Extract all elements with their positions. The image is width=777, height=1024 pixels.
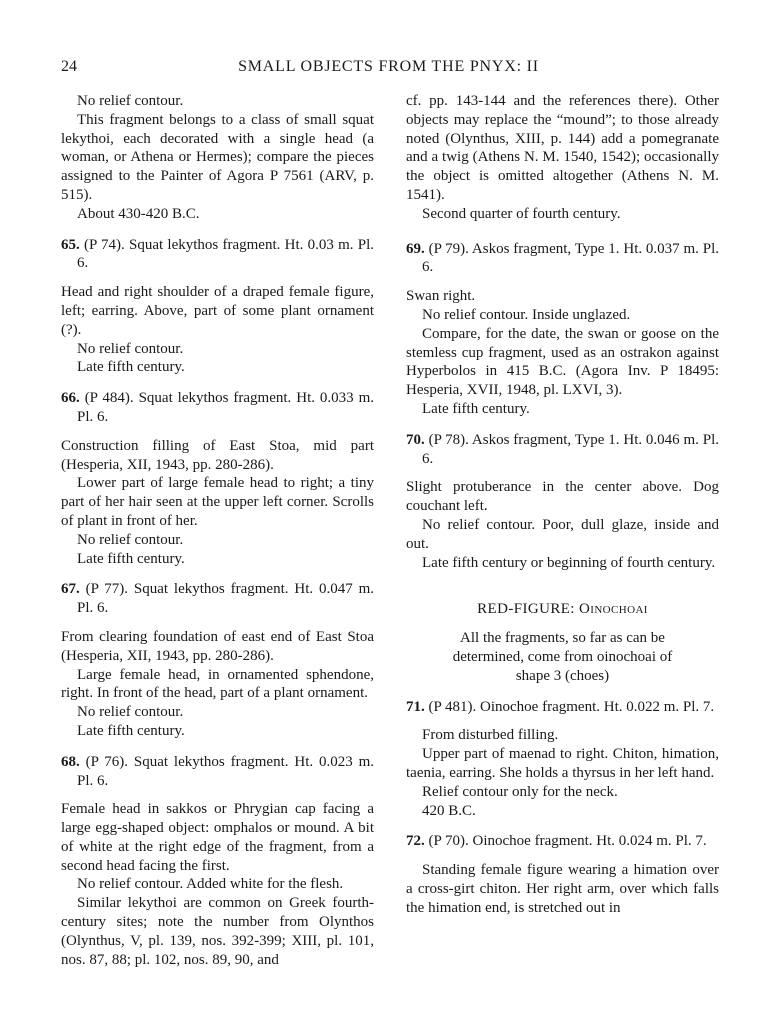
paragraph: No relief contour. Poor, dull glaze, inside and out. xyxy=(406,516,719,552)
paragraph: Late fifth century or beginning of fourth century. xyxy=(422,554,716,571)
paragraph: Lower part of large female head to right; a tiny part of her hair seen at the upper left corner. Scrolls of plant in front of her. xyxy=(61,475,374,529)
paragraph: No relief contour. xyxy=(77,704,184,721)
entry-number: 72. xyxy=(406,833,425,850)
entry-heading xyxy=(406,431,719,469)
entry-number: 69. xyxy=(406,240,425,257)
entry-description: (P 79). Askos fragment, Type 1. Ht. 0.037 m. Pl. 6. xyxy=(422,240,720,276)
section-heading-main: RED-FIGURE: xyxy=(477,601,575,618)
paragraph: Late fifth century. xyxy=(77,722,185,739)
paragraph: Large female head, in ornamented sphendone, right. In front of the head, part of a plant ornament. xyxy=(61,666,374,702)
entry-heading xyxy=(61,389,374,427)
entry-heading xyxy=(406,698,719,717)
paragraph: From clearing foundation of east end of East Stoa (Hesperia, XII, 1943, pp. 280-286). xyxy=(61,628,374,664)
paragraph: From disturbed filling. xyxy=(422,727,559,744)
running-title: SMALL OBJECTS FROM THE PNYX: II xyxy=(238,58,539,75)
page-number: 24 xyxy=(61,58,77,75)
paragraph: Compare, for the date, the swan or goose on the stemless cup fragment, used as an ostrakon against Hyperbolos in 415 B.C. (Agora Inv. P 18495: Hesperia, XVII, 1948, pl. LXVI, 3). xyxy=(406,325,719,399)
paragraph: This fragment belongs to a class of small squat lekythoi, each decorated with a single head (a woman, or Athena or Hermes); compare the pieces assigned to the Painter of Agora P 7561 (ARV, p. 515). xyxy=(61,111,374,203)
paragraph: 420 B.C. xyxy=(422,802,476,819)
catalogue-entry-71 xyxy=(406,698,719,821)
left-column xyxy=(61,92,374,969)
paragraph: Standing female figure wearing a himation over a cross-girt chiton. Her right arm, over which falls the himation end, is stretched out in xyxy=(406,862,719,916)
paragraph: No relief contour. xyxy=(77,93,184,109)
entry-number: 66. xyxy=(61,390,80,407)
section-heading xyxy=(406,600,719,619)
right-column xyxy=(406,92,719,917)
paragraph: Similar lekythoi are common on Greek fourth-century sites; note the number from Olynthos (Olynthus, V, pl. 139, nos. 392-399; XIII, pl. 101, nos. 87, 88; pl. 102, nos. 89, 90, and xyxy=(61,895,374,968)
paragraph: No relief contour. xyxy=(77,531,184,548)
catalogue-entry-69 xyxy=(406,240,719,419)
section-note: All the fragments, so far as can be determined, come from oinochoai of shape 3 (choes) xyxy=(452,630,673,684)
entry-description: (P 74). Squat lekythos fragment. Ht. 0.03 m. Pl. 6. xyxy=(77,236,375,272)
entry-description: (P 78). Askos fragment, Type 1. Ht. 0.046 m. Pl. 6. xyxy=(422,431,720,467)
paragraph: No relief contour. xyxy=(77,340,184,357)
entry-number: 65. xyxy=(61,236,80,253)
paragraph: Upper part of maenad to right. Chiton, himation, taenia, earring. She holds a thyrsus in her left hand. xyxy=(406,746,719,781)
entry-heading xyxy=(61,236,374,274)
entry-description: (P 70). Oinochoe fragment. Ht. 0.024 m. Pl. 7. xyxy=(428,833,707,850)
entry-heading xyxy=(406,832,719,851)
paragraph: Female head in sakkos or Phrygian cap facing a large egg-shaped object: omphalos or mound. A bit of white at the right edge of the fragment, from a second head facing the first. xyxy=(61,801,374,874)
paragraph: Late fifth century. xyxy=(77,359,185,376)
paragraph: Late fifth century. xyxy=(422,400,530,417)
paragraph: Relief contour only for the neck. xyxy=(422,783,618,800)
paragraph: No relief contour. Added white for the flesh. xyxy=(77,876,344,893)
entry-number: 71. xyxy=(406,698,425,715)
paragraph: About 430-420 B.C. xyxy=(77,205,200,222)
entry-description: (P 484). Squat lekythos fragment. Ht. 0.033 m. Pl. 6. xyxy=(77,390,374,425)
entry-description: (P 481). Oinochoe fragment. Ht. 0.022 m. Pl. 7. xyxy=(428,698,715,715)
catalogue-entry-70 xyxy=(406,431,719,573)
paragraph: Slight protuberance in the center above. Dog couchant left. xyxy=(406,479,719,515)
entry-heading xyxy=(61,753,374,791)
catalogue-entry-68 xyxy=(61,753,374,970)
entry-description: (P 76). Squat lekythos fragment. Ht. 0.023 m. Pl. 6. xyxy=(77,753,374,789)
section-heading-sub: Oinochoai xyxy=(579,601,648,618)
entry-number: 67. xyxy=(61,581,80,598)
entry-heading xyxy=(61,580,374,618)
catalogue-entry-66 xyxy=(61,389,374,568)
entry-number: 70. xyxy=(406,431,425,448)
catalogue-entry-72 xyxy=(406,832,719,917)
catalogue-entry-67 xyxy=(61,580,374,740)
paragraph: Swan right. xyxy=(406,288,476,305)
catalogue-entry-65 xyxy=(61,236,374,378)
entry-number: 68. xyxy=(61,753,80,770)
paragraph: Head and right shoulder of a draped female figure, left; earring. Above, part of some plant ornament (?). xyxy=(61,284,374,338)
paragraph: Late fifth century. xyxy=(77,550,185,567)
paragraph: No relief contour. Inside unglazed. xyxy=(422,306,631,323)
paragraph: Construction filling of East Stoa, mid part (Hesperia, XII, 1943, pp. 280-286). xyxy=(61,437,374,473)
paragraph: Second quarter of fourth century. xyxy=(422,205,621,222)
entry-heading xyxy=(406,240,719,278)
paragraph: cf. pp. 143-144 and the references there). Other objects may replace the “mound”; to those already noted (Olynthus, XIII, p. 144) add a pomegranate and a twig (Athens N. M. 1540, 1542); occasionally the object is omitted altogether (Athens N. M. 1541). xyxy=(406,93,719,203)
entry-description: (P 77). Squat lekythos fragment. Ht. 0.047 m. Pl. 6. xyxy=(77,581,374,617)
